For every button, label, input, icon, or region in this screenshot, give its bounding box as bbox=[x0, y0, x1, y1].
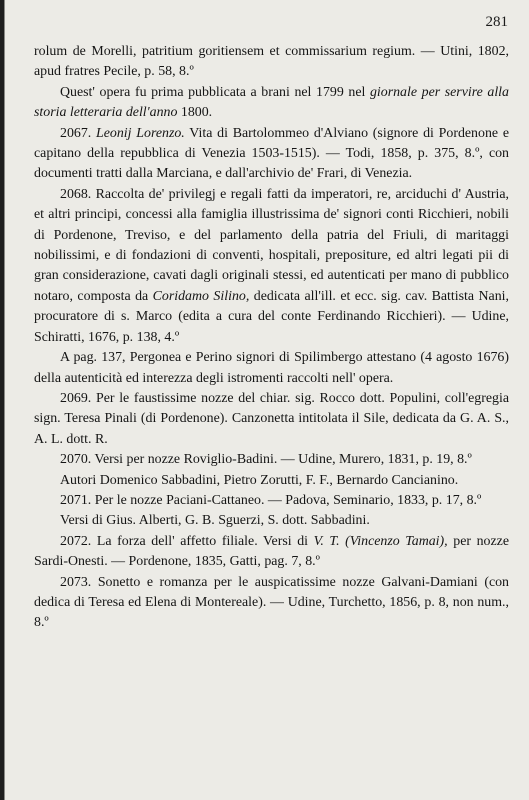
italic-text: Leonij Lorenzo. bbox=[96, 125, 185, 141]
paragraph bbox=[34, 185, 509, 348]
text-run: 2068. Raccolta de' privilegj e regali fatti da imperatori, re, arciduchi d' Austria, et altri principi, concessi alla famiglia illustrissima de' signori conti Ricchieri, nobili di Pordenone, Treviso, e del parlamento della patria del Friuli, di maritaggi nobilissimi, e di fondazioni di conventi, hospitali, prepositure, ed altri legati pii di gran considerazione, cavati dagli originali stessi, ed autenticati per mano di pubblico notaro, composta da bbox=[34, 186, 509, 304]
book-page bbox=[4, 0, 529, 800]
text-run: 2073. Sonetto e romanza per le auspicatissime nozze Galvani-Damiani (con dedica di Teresa ed Elena di Montereale). — Udine, Turchetto, 1856, p. 8, non num., 8.º bbox=[34, 574, 509, 631]
text-run: 2069. Per le faustissime nozze del chiar. sig. Rocco dott. Populini, coll'egregia sign. Teresa Pinali (di Pordenone). Canzonetta intitolata il Sile, dedicata da G. A. S., A. L. dott. R. bbox=[34, 390, 509, 447]
italic-text: giornale per servire alla storia letteraria dell'anno bbox=[34, 84, 509, 121]
paragraph bbox=[34, 42, 509, 83]
page-text bbox=[34, 42, 509, 634]
text-run: 2072. La forza dell' affetto filiale. Versi di bbox=[60, 533, 314, 549]
paragraph bbox=[34, 83, 509, 124]
paragraph bbox=[34, 471, 509, 491]
text-run: rolum de Morelli, patritium goritiensem et commissarium regium. — Utini, 1802, apud fratres Pecile, p. 58, 8.º bbox=[34, 44, 509, 80]
paragraph bbox=[34, 491, 509, 511]
paragraph bbox=[34, 124, 509, 185]
paragraph bbox=[34, 532, 509, 573]
text-run: 1800. bbox=[177, 105, 213, 121]
text-run: Versi di Gius. Alberti, G. B. Sguerzi, S. dott. Sabbadini. bbox=[60, 513, 370, 529]
paragraph bbox=[34, 389, 509, 450]
text-run: 2067. bbox=[60, 125, 97, 141]
text-run: A pag. 137, Pergonea e Perino signori di Spilimbergo attestano (4 agosto 1676) della autenticità ed interezza degli istromenti raccolti nell' opera. bbox=[34, 350, 509, 386]
page-number: 281 bbox=[485, 14, 508, 30]
text-run: per nozze Sardi-Onesti. — Pordenone, 1835, Gatti, pag. 7, 8.º bbox=[34, 533, 509, 570]
text-run: Vita di Bartolommeo d'Alviano (signore di Pordenone e capitano della repubblica di Venezia 1503-1515). — Todi, 1858, p. 375, 8.º, con documenti tratti dalla Marciana, e dall'archivio de' Frari, di Venezia. bbox=[34, 125, 509, 182]
paragraph bbox=[34, 450, 509, 470]
italic-text: V. T. (Vincenzo Tamai), bbox=[313, 533, 448, 549]
text-run: 2070. Versi per nozze Roviglio-Badini. — Udine, Murero, 1831, p. 19, 8.º bbox=[60, 452, 472, 468]
paragraph bbox=[34, 511, 509, 531]
paragraph bbox=[34, 348, 509, 389]
text-run: dedicata all'ill. et ecc. sig. cav. Battista Nani, procuratore di s. Marco (edita a cura del conte Ferdinando Ricchieri). — Udine, Schiratti, 1676, p. 138, 4.º bbox=[34, 288, 509, 345]
text-run: 2071. Per le nozze Paciani-Cattaneo. — Padova, Seminario, 1833, p. 17, 8.º bbox=[60, 492, 482, 508]
text-run: Quest' opera fu prima pubblicata a brani nel 1799 nel bbox=[60, 84, 370, 100]
text-run: Autori Domenico Sabbadini, Pietro Zorutti, F. F., Bernardo Cancianino. bbox=[60, 472, 459, 488]
paragraph bbox=[34, 573, 509, 634]
italic-text: Coridamo Silino, bbox=[152, 288, 250, 304]
